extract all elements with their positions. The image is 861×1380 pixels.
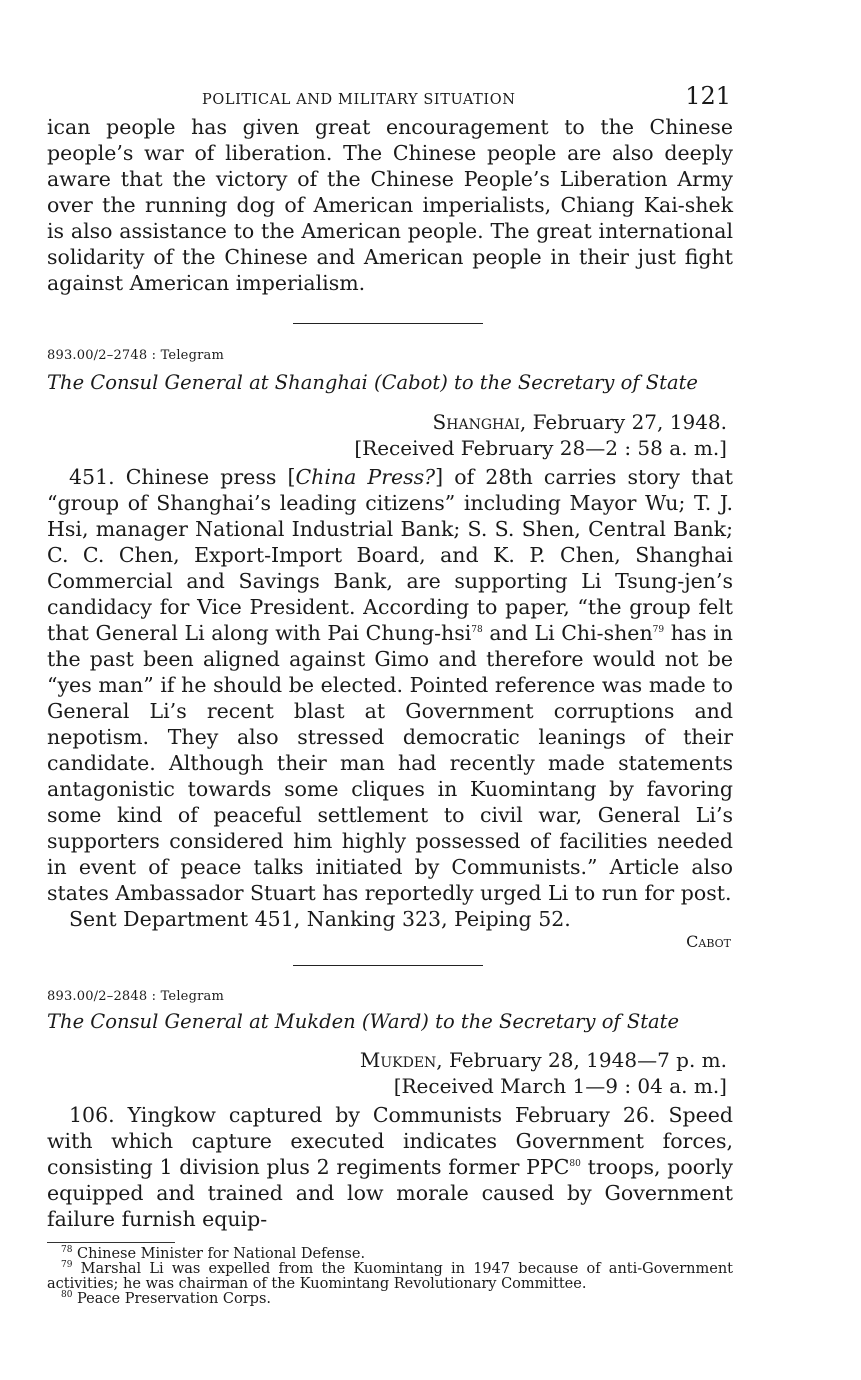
telegram-paragraph: 451. Chinese press [China Press?] of 28th carries story that “group of Shanghai’s leading citizens” including Mayor Wu; T. J. Hsi, manager National Industrial Bank; S. S. Shen, Central Bank; C. C. Chen, Export-Import Board, and K. P. Chen, Shanghai Commercial and Savings Bank, are supporting Li Tsung-jen’s candidacy for Vice President. According to paper, “the group felt that General Li along with Pai Chung-hsi$^{78}$ and Li Chi-shen$^{79}$ has in the past been aligned against Gimo and therefore would not be “yes man” if he should be elected. Pointed reference was made to General Li’s recent blast at Government corruptions and nepotism. They also stressed democratic leanings of their candidate. Although their man had recently made statements antagonistic towards some cliques in Kuomintang by favoring some kind of peaceful settlement to civil war, General Li’s supporters considered him highly possessed of facilities needed in event of peace talks initiated by Communists.” Article also states Ambassador Stuart has reportedly urged Li to run for post. [47, 465, 733, 905]
dateline [47, 409, 733, 435]
document-title: The Consul General at Shanghai (Cabot) to the Secretary of State [47, 371, 698, 394]
dateline-place: Mukden [359, 1048, 437, 1072]
footnote-79: $^{79}$ Marshal Li was expelled from the Kuomintang in 1947 because of anti-Government activities; he was chairman of the Kuomintang Revolutionary Committee. [47, 1260, 733, 1292]
running-title: POLITICAL AND MILITARY SITUATION [202, 92, 516, 108]
press-note: China Press? [295, 465, 436, 489]
footnote-rule [47, 1242, 175, 1243]
sent-line: Sent Department 451, Nanking 323, Peiping 52. [69, 907, 571, 931]
document-title: The Consul General at Mukden (Ward) to the Secretary of State [47, 1010, 680, 1033]
page-number: 121 [685, 82, 731, 110]
running-head [47, 80, 733, 114]
dateline [47, 1047, 733, 1073]
footnotes [47, 1247, 733, 1307]
document-page [47, 80, 733, 1307]
telegram-shanghai [47, 348, 733, 951]
received-line: [Received February 28—2 : 58 a. m.] [354, 436, 727, 460]
file-number: 893.00/2–2848 : Telegram [47, 989, 224, 1004]
footnote-ref: 79 [652, 625, 665, 636]
received-line: [Received March 1—9 : 04 a. m.] [393, 1074, 727, 1098]
signature: Cabot [686, 932, 731, 951]
section-divider [293, 965, 483, 966]
footnote-ref: 78 [471, 625, 483, 636]
intro-paragraph: ican people has given great encouragement to the Chinese people’s war of liberation. The Chinese people are also deeply aware that the victory of the Chinese People’s Liberation Army over the running dog of American imperialists, Chiang Kai-shek is also assistance to the American people. The great international solidarity of the Chinese and American people in their just fight against American imperialism. [47, 115, 733, 295]
footnote-78: $^{78}$ Chinese Minister for National Defense. [61, 1245, 366, 1262]
dateline-date: , February 28, 1948—7 p. m. [436, 1048, 727, 1072]
dateline-place: Shanghai [432, 410, 520, 434]
footnote-ref: 80 [569, 1159, 581, 1170]
dateline-date: , February 27, 1948. [519, 410, 727, 434]
section-divider [293, 323, 483, 324]
footnote-80: $^{80}$ Peace Preservation Corps. [61, 1290, 271, 1307]
telegram-mukden [47, 989, 733, 1232]
telegram-paragraph: 106. Yingkow captured by Communists February 26. Speed with which capture executed indicates Government forces, consisting 1 division plus 2 regiments former PPC$^{80}$ troops, poorly equipped and trained and low morale caused by Government failure furnish equip- [47, 1103, 733, 1231]
file-number: 893.00/2–2748 : Telegram [47, 348, 224, 363]
